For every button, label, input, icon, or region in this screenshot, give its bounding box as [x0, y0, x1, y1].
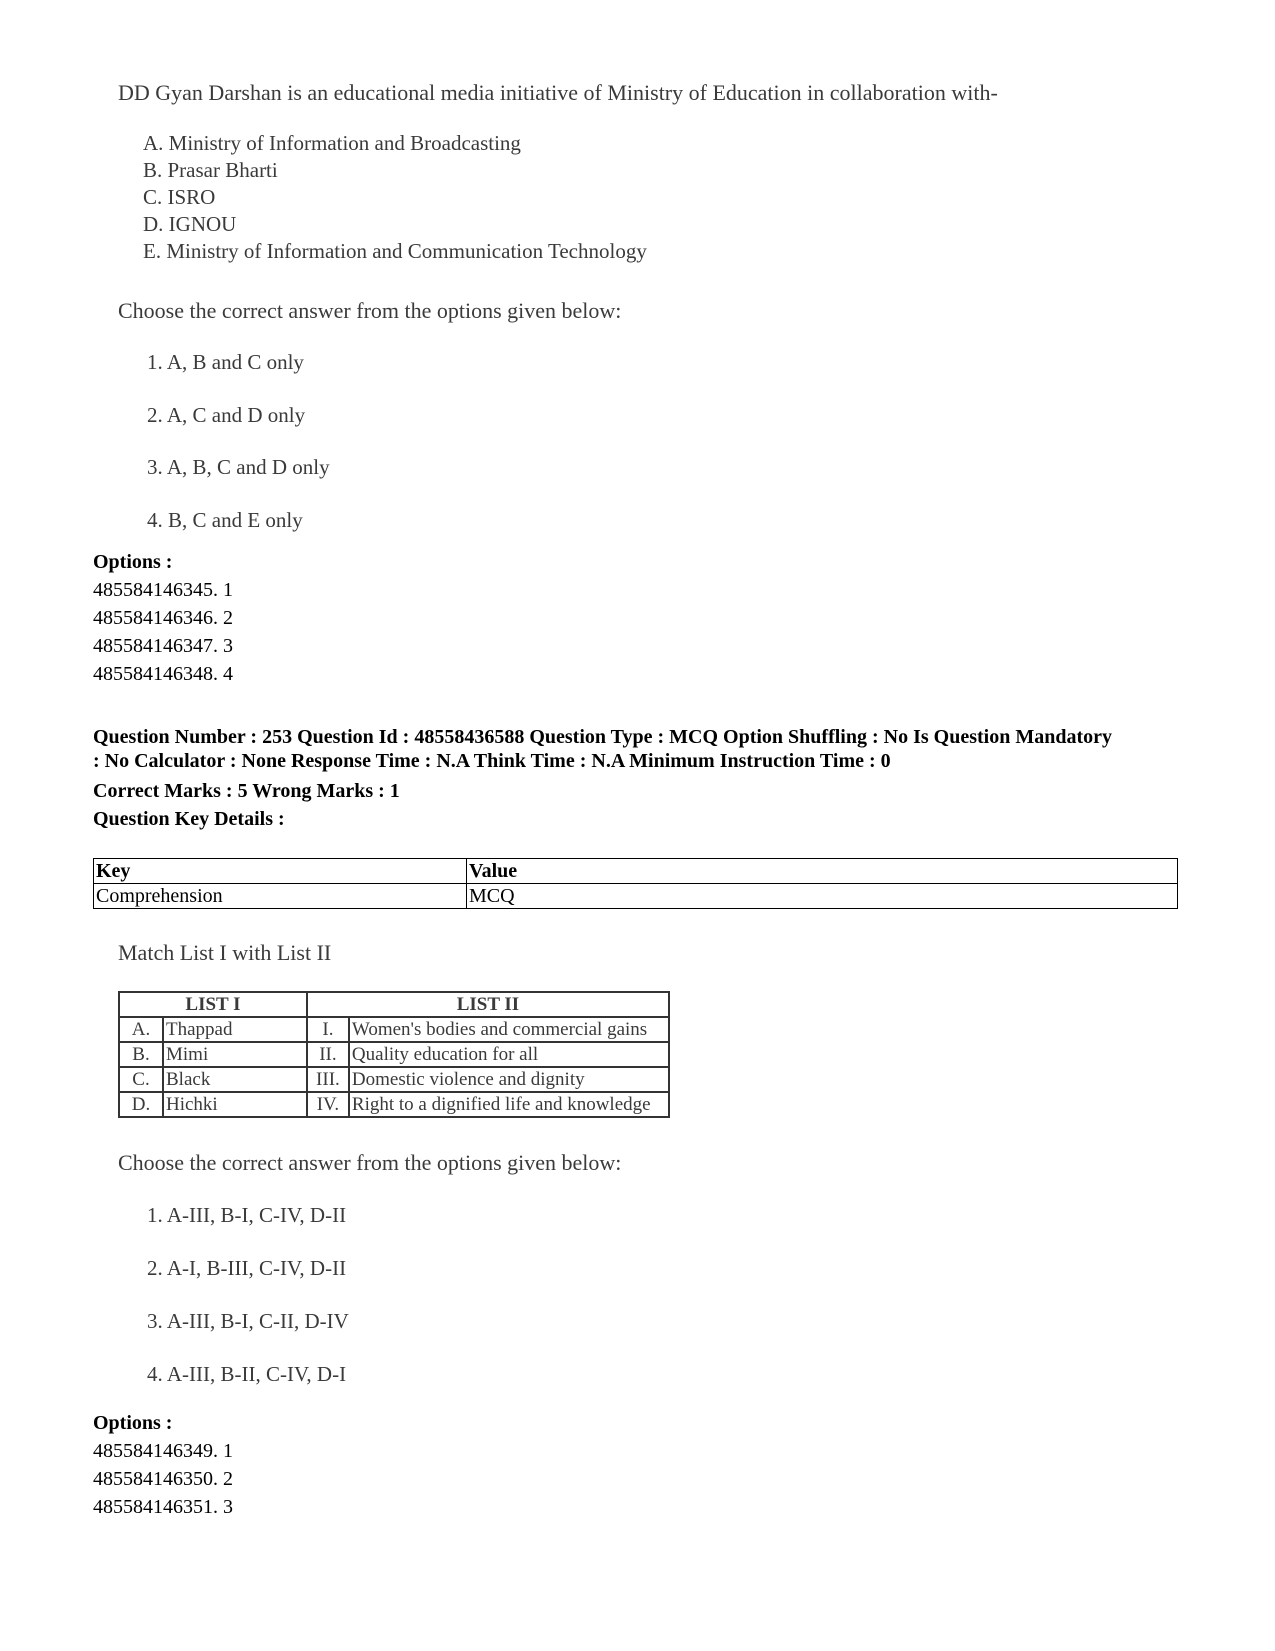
match-cell: IV.: [307, 1092, 349, 1117]
match-row: [119, 1042, 669, 1067]
q252-options: [93, 548, 233, 688]
table-cell: Comprehension: [94, 884, 467, 909]
q253-meta: [93, 725, 1193, 833]
q252-statement: D. IGNOU: [143, 212, 237, 236]
q253-choice: 4. A-III, B-II, C-IV, D-I: [147, 1362, 347, 1386]
option-item: 485584146345. 1: [93, 579, 233, 601]
option-item: 485584146349. 1: [93, 1440, 233, 1462]
match-cell: Quality education for all: [349, 1042, 669, 1067]
match-cell: Hichki: [163, 1092, 307, 1117]
table-cell: MCQ: [467, 884, 1178, 909]
option-item: 485584146346. 2: [93, 607, 233, 629]
match-cell: III.: [307, 1067, 349, 1092]
q252-choice: 4. B, C and E only: [147, 508, 303, 532]
table-header-cell: Value: [467, 859, 1178, 884]
q253-meta-line: Question Number : 253 Question Id : 48558436588 Question Type : MCQ Option Shuffling : No Is Question Mandatory: [93, 726, 1112, 748]
options-heading: Options :: [93, 551, 173, 573]
match-table: [118, 991, 670, 1118]
q252-instruction: Choose the correct answer from the options given below:: [118, 298, 622, 323]
q252-statement: E. Ministry of Information and Communication Technology: [143, 239, 647, 263]
match-header-cell: LIST I: [119, 992, 307, 1017]
match-row: [119, 1092, 669, 1117]
match-row: [119, 1067, 669, 1092]
table-header-cell: Key: [94, 859, 467, 884]
q253-instruction: Choose the correct answer from the options given below:: [118, 1150, 622, 1175]
match-row: [119, 1017, 669, 1042]
match-cell: Domestic violence and dignity: [349, 1067, 669, 1092]
q252-statement: C. ISRO: [143, 185, 216, 209]
q253-options: [93, 1409, 233, 1521]
match-cell: Mimi: [163, 1042, 307, 1067]
key-details-table: [93, 858, 1178, 909]
q252-choice: 2. A, C and D only: [147, 403, 306, 427]
match-cell: D.: [119, 1092, 163, 1117]
match-cell: I.: [307, 1017, 349, 1042]
q252-statement: B. Prasar Bharti: [143, 158, 278, 182]
option-item: 485584146351. 3: [93, 1496, 233, 1518]
option-item: 485584146350. 2: [93, 1468, 233, 1490]
q253-stem: Match List I with List II: [118, 940, 332, 965]
option-item: 485584146348. 4: [93, 663, 233, 685]
table-row: [94, 884, 1178, 909]
q252-statement-list: [143, 130, 647, 265]
q253-choice: 3. A-III, B-I, C-II, D-IV: [147, 1309, 349, 1333]
q253-choice: 1. A-III, B-I, C-IV, D-II: [147, 1203, 347, 1227]
q252-stem: DD Gyan Darshan is an educational media initiative of Ministry of Education in collaboration with-: [118, 80, 998, 105]
match-cell: Thappad: [163, 1017, 307, 1042]
match-cell: B.: [119, 1042, 163, 1067]
q253-choice: 2. A-I, B-III, C-IV, D-II: [147, 1256, 347, 1280]
q252-choice: 1. A, B and C only: [147, 350, 304, 374]
match-cell: A.: [119, 1017, 163, 1042]
match-cell: Women's bodies and commercial gains: [349, 1017, 669, 1042]
option-item: 485584146347. 3: [93, 635, 233, 657]
q253-marks: Correct Marks : 5 Wrong Marks : 1: [93, 780, 400, 802]
match-header-cell: LIST II: [307, 992, 669, 1017]
match-cell: C.: [119, 1067, 163, 1092]
match-cell: Right to a dignified life and knowledge: [349, 1092, 669, 1117]
options-heading: Options :: [93, 1412, 173, 1434]
match-cell: Black: [163, 1067, 307, 1092]
q252-statement: A. Ministry of Information and Broadcasting: [143, 131, 521, 155]
q252-choice: 3. A, B, C and D only: [147, 455, 330, 479]
table-header-row: [94, 859, 1178, 884]
match-header-row: [119, 992, 669, 1017]
q253-key-details-heading: Question Key Details :: [93, 808, 285, 830]
match-cell: II.: [307, 1042, 349, 1067]
q253-meta-line: : No Calculator : None Response Time : N.A Think Time : N.A Minimum Instruction Time : 0: [93, 750, 891, 772]
